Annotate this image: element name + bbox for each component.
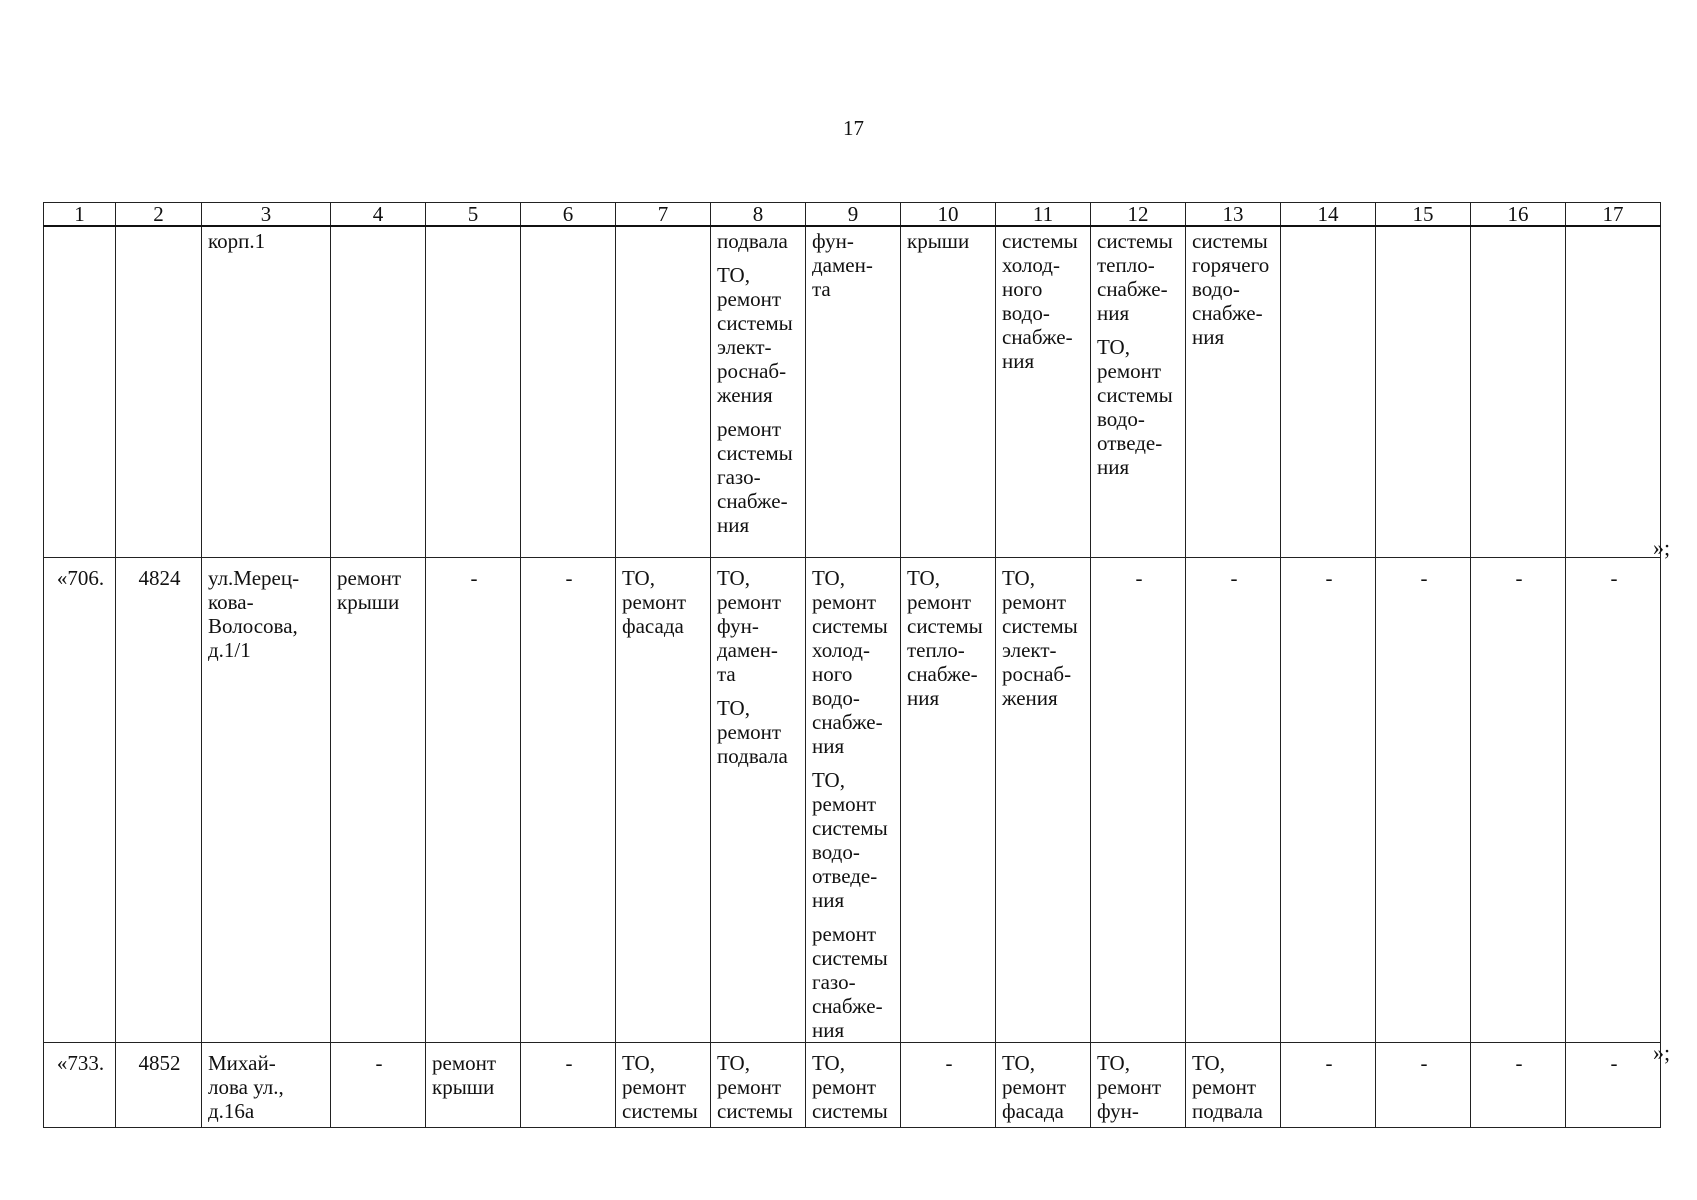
cell-text: - [945,1051,953,1075]
table-cell [44,226,116,558]
table-cell [1091,558,1186,1043]
table-cell [1566,1043,1661,1128]
cell-text: ТО, ремонт фун- [1097,1051,1162,1123]
cell-text: - [1325,566,1333,590]
column-number: 14 [1281,203,1376,227]
cell-text: системы холод- ного водо- снабже- ния [1002,229,1078,373]
column-number: 15 [1376,203,1471,227]
cell-text: крыши [907,229,970,253]
table-cell [1566,558,1661,1043]
table-cell [202,226,331,558]
renovation-schedule-table [43,202,1661,1128]
cell-text: подвала [717,229,788,253]
cell-text: - [1515,566,1523,590]
column-number: 8 [711,203,806,227]
table-cell [806,558,901,1043]
table-cell [996,226,1091,558]
cell-text: ремонт крыши [432,1051,497,1099]
cell-text: ТО, ремонт системы элект- роснаб- жения [1002,566,1078,710]
cell-text: ремонт системы газо- снабже- ния [812,922,888,1042]
table-cell [521,558,616,1043]
column-number: 7 [616,203,711,227]
cell-text: ТО, ремонт системы водо- отведе- ния [1097,335,1173,479]
table-cell [1281,1043,1376,1128]
table-cell [1281,558,1376,1043]
cell-text: ТО, ремонт фасада [622,566,687,638]
table-cell [1186,558,1281,1043]
table-cell [44,1043,116,1128]
table-cell [521,1043,616,1128]
cell-text: Михай- лова ул., д.16а [208,1051,284,1123]
table-cell [901,1043,996,1128]
table-cell [1281,226,1376,558]
cell-text: системы тепло- снабже- ния [1097,229,1173,325]
table-cell [711,558,806,1043]
table-cell [1471,226,1566,558]
table-cell [1376,226,1471,558]
cell-text: системы горячего водо- снабже- ния [1192,229,1270,349]
column-number: 3 [202,203,331,227]
cell-text: ремонт крыши [337,566,402,614]
table-cell [202,1043,331,1128]
cell-text: - [375,1051,383,1075]
table-cell [331,558,426,1043]
cell-text: ТО, ремонт системы холод- ного водо- снабже- ния [812,566,888,758]
cell-text: - [565,1051,573,1075]
cell-text: ТО, ремонт системы [812,1051,888,1123]
table-cell [426,226,521,558]
cell-text: ТО, ремонт системы водо- отведе- ния [812,768,888,912]
cell-text: ТО, ремонт системы элект- роснаб- жения [717,263,793,407]
cell-text: ТО, ремонт системы [622,1051,698,1123]
table-cell [426,1043,521,1128]
cell-text: - [1135,566,1143,590]
cell-text: ремонт системы газо- снабже- ния [717,417,793,537]
table-cell [1376,558,1471,1043]
column-number: 2 [116,203,202,227]
table-cell [1376,1043,1471,1128]
cell-text: - [470,566,478,590]
column-number: 1 [44,203,116,227]
cell-text: корп.1 [208,229,266,253]
cell-text: ТО, ремонт фун- дамен- та [717,566,782,686]
column-number: 13 [1186,203,1281,227]
closing-quote-mark: »; [1653,1040,1671,1065]
column-number-row [44,203,1661,227]
table-cell [116,1043,202,1128]
column-number: 6 [521,203,616,227]
table-cell [711,1043,806,1128]
table-cell [521,226,616,558]
table-cell [616,1043,711,1128]
cell-text: «733. [56,1051,105,1075]
cell-text: 4852 [138,1051,181,1075]
table-row [44,558,1661,1043]
table-cell [1186,1043,1281,1128]
cell-text: - [1230,566,1238,590]
column-number: 16 [1471,203,1566,227]
table-cell [1091,1043,1186,1128]
cell-text: ТО, ремонт фасада [1002,1051,1067,1123]
page-number: 17 [843,116,864,140]
table-cell [1471,558,1566,1043]
cell-text: - [565,566,573,590]
table-cell [1471,1043,1566,1128]
cell-text: ТО, ремонт системы [717,1051,793,1123]
cell-text: - [1515,1051,1523,1075]
cell-text: ТО, ремонт системы тепло- снабже- ния [907,566,983,710]
table-cell [116,226,202,558]
cell-text: - [1610,566,1618,590]
table-cell [901,226,996,558]
cell-text: фун- дамен- та [812,229,873,301]
column-number: 11 [996,203,1091,227]
table-cell [901,558,996,1043]
column-number: 5 [426,203,521,227]
cell-text: - [1610,1051,1618,1075]
cell-text: - [1420,1051,1428,1075]
table-cell [1566,226,1661,558]
table-cell [806,1043,901,1128]
column-number: 12 [1091,203,1186,227]
table-cell [806,226,901,558]
column-number: 4 [331,203,426,227]
table-cell [616,558,711,1043]
table-cell [44,558,116,1043]
column-number: 9 [806,203,901,227]
table-cell [331,1043,426,1128]
cell-text: «706. [56,566,105,590]
cell-text: ТО, ремонт подвала [1192,1051,1263,1123]
cell-text: - [1420,566,1428,590]
table-row [44,1043,1661,1128]
cell-text: ТО, ремонт подвала [717,696,788,768]
table-cell [711,226,806,558]
column-number: 17 [1566,203,1661,227]
table-row [44,226,1661,558]
table-cell [1091,226,1186,558]
table-cell [426,558,521,1043]
table-cell [996,1043,1091,1128]
column-number: 10 [901,203,996,227]
cell-text: ул.Мерец- кова- Волосова, д.1/1 [208,566,300,662]
table-cell [996,558,1091,1043]
table-cell [202,558,331,1043]
table-cell [1186,226,1281,558]
table-cell [331,226,426,558]
cell-text: - [1325,1051,1333,1075]
closing-quote-mark: »; [1653,535,1671,560]
table-cell [616,226,711,558]
table-cell [116,558,202,1043]
cell-text: 4824 [138,566,181,590]
